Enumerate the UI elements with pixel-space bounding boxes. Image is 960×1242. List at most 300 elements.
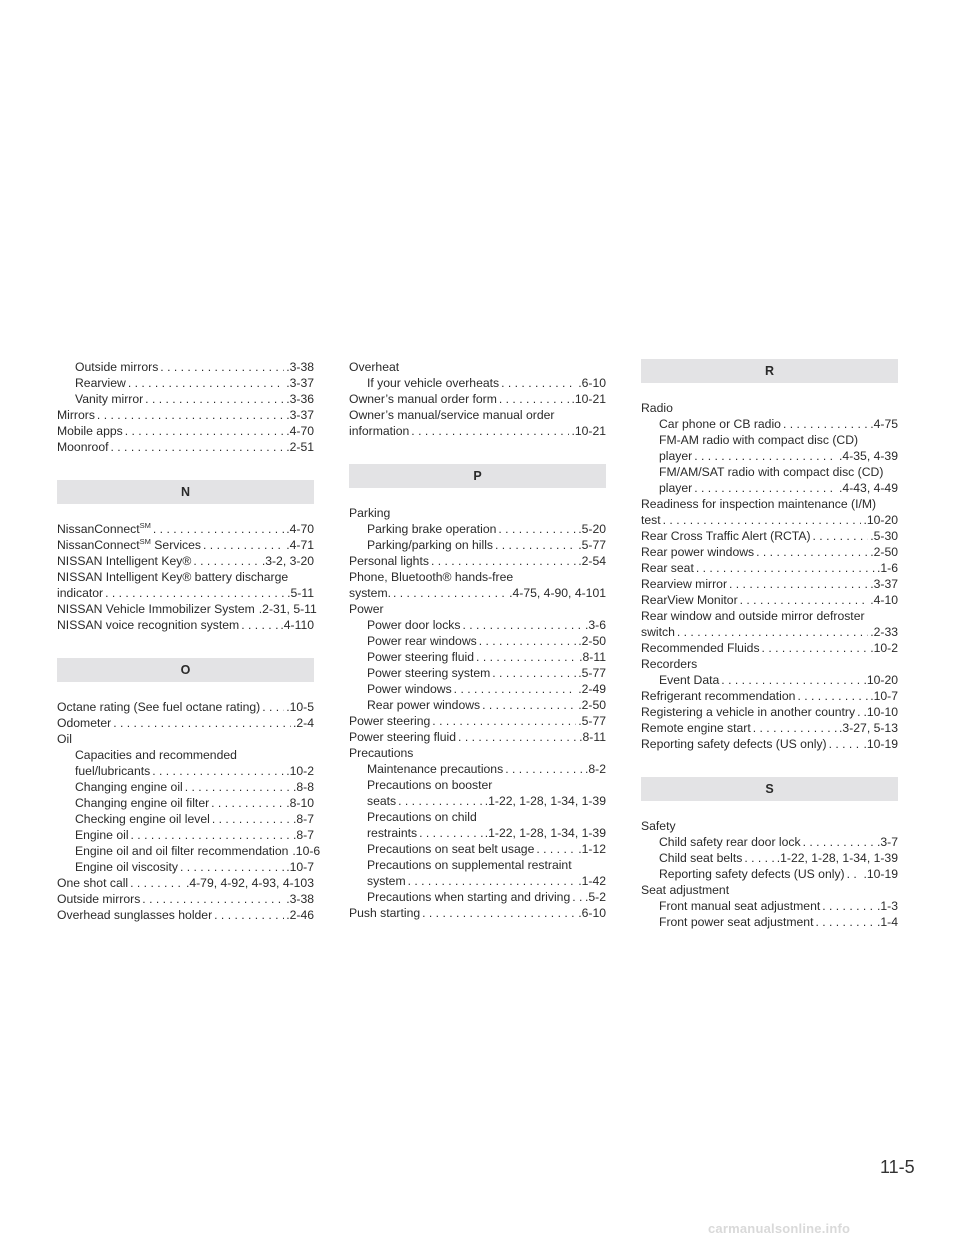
- leader-dots: [696, 560, 875, 576]
- leader-dots: [131, 827, 291, 843]
- index-entry: [641, 512, 898, 528]
- page-reference: .1-4: [876, 915, 898, 929]
- index-entry-text: [367, 375, 499, 391]
- index-entry: [349, 729, 606, 745]
- entry-label: Registering a vehicle in another country: [641, 705, 856, 719]
- index-entry: [349, 391, 606, 407]
- leader-dots: [408, 873, 577, 889]
- page-reference: .3-36: [286, 392, 314, 406]
- entry-label: NISSAN Vehicle Immobilizer System: [57, 602, 255, 616]
- index-entry: [349, 585, 606, 601]
- index-entry: [57, 601, 317, 617]
- index-entry: [641, 528, 898, 544]
- entry-label: Rearview mirror: [641, 577, 727, 591]
- entry-label: system: [367, 874, 406, 888]
- leader-dots: [212, 811, 291, 827]
- page-reference: .3-38: [286, 892, 314, 906]
- index-entry: [349, 553, 606, 569]
- index-entry-text: [349, 713, 430, 729]
- index-entry-text: [75, 811, 210, 827]
- leader-dots: [813, 528, 869, 544]
- index-entry: [349, 633, 606, 649]
- section-heading: S: [641, 777, 898, 801]
- index-entry: [57, 391, 314, 407]
- entry-label: Octane rating (See fuel octane rating): [57, 700, 261, 714]
- page-reference: .2-54: [578, 554, 606, 568]
- leader-dots: [241, 617, 278, 633]
- page-reference: .2-50: [578, 634, 606, 648]
- entry-label: One shot call: [57, 876, 129, 890]
- entry-label: Outside mirrors: [57, 892, 141, 906]
- page-reference: .1-6: [876, 561, 898, 575]
- entry-label: Moonroof: [57, 440, 109, 454]
- leader-dots: [125, 423, 285, 439]
- page-reference: .8-7: [292, 812, 314, 826]
- page-reference: .8-11: [579, 730, 606, 744]
- index-entry-text: [659, 898, 820, 914]
- leader-dots: [454, 681, 577, 697]
- entry-label: NISSAN Intelligent Key®: [57, 554, 192, 568]
- page-reference: .1-42: [578, 874, 606, 888]
- leader-dots: [498, 521, 576, 537]
- leader-dots: [432, 713, 576, 729]
- leader-dots: [492, 665, 576, 681]
- entry-label: Outside mirrors: [75, 360, 159, 374]
- entry-label: information: [349, 424, 410, 438]
- index-entry-text: [641, 720, 751, 736]
- leader-dots: [857, 704, 861, 720]
- page-reference: .4-70: [286, 424, 314, 438]
- index-column-2: [349, 359, 606, 921]
- index-entry-text: [57, 875, 128, 891]
- leader-dots: [203, 537, 284, 553]
- leader-dots: [677, 624, 868, 640]
- index-entry-text: [641, 640, 760, 656]
- leader-dots: [97, 407, 284, 423]
- page-reference: .4-71: [286, 538, 314, 552]
- entry-label: Checking engine oil level: [75, 812, 210, 826]
- index-entry-text: [367, 793, 396, 809]
- index-entry: [57, 553, 314, 569]
- index-entry-line: Seat adjustment: [641, 883, 730, 897]
- index-entry-text: [367, 633, 477, 649]
- entry-label: Child safety rear door lock: [659, 835, 801, 849]
- page-reference: .10-6: [292, 844, 321, 858]
- page-reference: .10-5: [286, 700, 314, 714]
- index-entry-text: [659, 480, 692, 496]
- entry-label: NissanConnect: [57, 522, 140, 536]
- entry-label: Parking brake operation: [367, 522, 497, 536]
- leader-dots: [663, 512, 862, 528]
- entry-label: Child seat belts: [659, 851, 743, 865]
- index-entry-text: [57, 423, 123, 439]
- leader-dots: [422, 905, 576, 921]
- index-entry: [57, 763, 314, 779]
- entry-label: switch: [641, 625, 675, 639]
- section-heading: R: [641, 359, 898, 383]
- index-entry: [57, 699, 314, 715]
- leader-dots: [142, 891, 284, 907]
- service-mark: SM: [139, 537, 151, 546]
- index-entry: [349, 521, 606, 537]
- index-entry: [57, 617, 314, 633]
- index-entry-line: Power: [349, 602, 384, 616]
- page-reference: .2-49: [578, 682, 606, 696]
- page-reference: .3-6: [584, 618, 606, 632]
- page-reference: .1-3: [876, 899, 898, 913]
- page-reference: .10-19: [863, 867, 898, 881]
- entry-label: Precautions on seat belt usage: [367, 842, 535, 856]
- leader-dots: [694, 480, 837, 496]
- index-entry: [641, 624, 898, 640]
- leader-dots: [847, 866, 862, 882]
- entry-label: indicator: [57, 586, 104, 600]
- index-entry-text: [75, 763, 150, 779]
- index-entry: [641, 592, 898, 608]
- section-heading: N: [57, 480, 314, 504]
- index-entry-text: [641, 544, 754, 560]
- leader-dots: [262, 699, 284, 715]
- index-entry-line: Precautions on booster: [367, 778, 493, 792]
- index-entry: [57, 907, 314, 923]
- leader-dots: [111, 439, 285, 455]
- index-entry-text: [641, 592, 738, 608]
- leader-dots: [128, 375, 284, 391]
- entry-label: system.: [349, 586, 391, 600]
- index-entry-line: FM-AM radio with compact disc (CD): [659, 433, 859, 447]
- index-entry-line: Phone, Bluetooth® hands-free: [349, 570, 514, 584]
- index-entry-line: Safety: [641, 819, 676, 833]
- index-entry-text: [57, 407, 95, 423]
- leader-dots: [572, 889, 583, 905]
- entry-label: Engine oil and oil filter recommendation: [75, 844, 289, 858]
- page-reference: .10-20: [863, 673, 898, 687]
- index-entry: [349, 617, 606, 633]
- index-entry: [349, 681, 606, 697]
- leader-dots: [393, 585, 507, 601]
- leader-dots: [744, 850, 774, 866]
- index-entry-line: Precautions on supplemental restraint: [367, 858, 572, 872]
- index-entry-text: [659, 672, 719, 688]
- entry-label: Front manual seat adjustment: [659, 899, 821, 913]
- entry-label: Personal lights: [349, 554, 429, 568]
- page-reference: .4-35, 4-39: [839, 449, 898, 463]
- page-reference: .5-2: [584, 890, 606, 904]
- section-heading: O: [57, 658, 314, 682]
- leader-dots: [113, 715, 291, 731]
- index-entry-text: [659, 416, 781, 432]
- leader-dots: [479, 633, 576, 649]
- entry-label: Maintenance precautions: [367, 762, 504, 776]
- index-entry-text: [349, 729, 456, 745]
- index-entry-text: [367, 761, 503, 777]
- index-entry-text: [659, 834, 801, 850]
- page-reference: .5-30: [870, 529, 898, 543]
- index-entry-text: [349, 905, 420, 921]
- leader-dots: [193, 553, 260, 569]
- leader-dots: [721, 672, 861, 688]
- index-entry-text: [349, 553, 429, 569]
- index-entry: [641, 576, 898, 592]
- index-entry-text: [659, 448, 692, 464]
- index-entry-text: [367, 889, 570, 905]
- index-entry: [349, 793, 606, 809]
- entry-label: Engine oil viscosity: [75, 860, 178, 874]
- page-reference: .1-22, 1-28, 1-34, 1-39: [776, 851, 898, 865]
- entry-label: restraints: [367, 826, 418, 840]
- leader-dots: [419, 825, 483, 841]
- index-entry: [57, 407, 314, 423]
- entry-label: Car phone or CB radio: [659, 417, 781, 431]
- page-reference: .4-70: [286, 522, 314, 536]
- index-entry-text: [641, 736, 827, 752]
- index-entry-line: NISSAN Intelligent Key® battery discharge: [57, 570, 289, 584]
- leader-dots: [145, 391, 284, 407]
- index-entry-line: Owner’s manual/service manual order: [349, 408, 555, 422]
- entry-label: Front power seat adjustment: [659, 915, 814, 929]
- leader-dots: [180, 859, 284, 875]
- entry-label: Changing engine oil filter: [75, 796, 210, 810]
- page-reference: .1-12: [578, 842, 606, 856]
- index-entry-text: [349, 391, 497, 407]
- index-entry-line: Radio: [641, 401, 673, 415]
- leader-dots: [729, 576, 868, 592]
- leader-dots: [160, 359, 284, 375]
- index-entry-text: [75, 779, 183, 795]
- page-reference: .8-2: [584, 762, 606, 776]
- entry-label: Power steering: [349, 714, 431, 728]
- index-entry-text: [75, 359, 158, 375]
- index-entry-text: [641, 512, 661, 528]
- index-entry: [641, 448, 898, 464]
- index-entry-text: [641, 704, 855, 720]
- index-entry: [641, 640, 898, 656]
- page-reference: .4-110: [280, 618, 314, 632]
- page-reference: .10-20: [863, 513, 898, 527]
- page-reference: .2-50: [870, 545, 898, 559]
- index-entry: [641, 672, 898, 688]
- index-entry-text: [367, 841, 534, 857]
- index-entry: [641, 416, 898, 432]
- leader-dots: [495, 537, 576, 553]
- index-entry-text: [75, 827, 129, 843]
- index-entry-text: [57, 699, 260, 715]
- index-entry-text: [641, 688, 795, 704]
- page-reference: .1-22, 1-28, 1-34, 1-39: [484, 826, 606, 840]
- index-entry-text: [659, 850, 742, 866]
- entry-label-suffix: Services: [150, 538, 202, 552]
- index-entry-text: [367, 649, 474, 665]
- index-entry: [349, 423, 606, 439]
- entry-label: Power rear windows: [367, 634, 477, 648]
- leader-dots: [815, 914, 875, 930]
- index-entry: [641, 480, 898, 496]
- page-reference: .4-10: [870, 593, 898, 607]
- index-entry: [57, 359, 314, 375]
- leader-dots: [152, 763, 284, 779]
- page-reference: .3-7: [876, 835, 898, 849]
- index-entry: [349, 873, 606, 889]
- page-reference: .2-33: [870, 625, 898, 639]
- index-entry: [641, 560, 898, 576]
- index-entry: [641, 834, 898, 850]
- leader-dots: [536, 841, 576, 857]
- leader-dots: [411, 423, 569, 439]
- page-reference: .2-4: [292, 716, 314, 730]
- page-reference: .10-21: [571, 392, 606, 406]
- entry-label: Reporting safety defects (US only): [659, 867, 845, 881]
- index-entry-text: [367, 537, 493, 553]
- index-entry: [641, 850, 898, 866]
- entry-label: Rear power windows: [367, 698, 481, 712]
- leader-dots: [214, 907, 284, 923]
- leader-dots: [185, 779, 291, 795]
- index-entry-text: [367, 617, 460, 633]
- index-entry: [349, 665, 606, 681]
- page-reference: .5-11: [287, 586, 314, 600]
- index-entry-text: [659, 914, 813, 930]
- page-reference: .10-10: [863, 705, 898, 719]
- index-entry: [641, 720, 898, 736]
- page-reference: .1-22, 1-28, 1-34, 1-39: [484, 794, 606, 808]
- page-reference: .2-50: [578, 698, 606, 712]
- entry-label: Mobile apps: [57, 424, 123, 438]
- page-reference: .10-2: [870, 641, 898, 655]
- page-reference: .10-7: [286, 860, 314, 874]
- page-reference: .10-21: [571, 424, 606, 438]
- entry-label: fuel/lubricants: [75, 764, 151, 778]
- entry-label: NISSAN voice recognition system: [57, 618, 240, 632]
- index-entry: [641, 866, 898, 882]
- entry-label: Rearview: [75, 376, 126, 390]
- entry-label: Recommended Fluids: [641, 641, 760, 655]
- entry-label: Mirrors: [57, 408, 95, 422]
- index-entry: [57, 795, 314, 811]
- index-entry-line: Overheat: [349, 360, 400, 374]
- index-entry-text: [57, 907, 212, 923]
- section-heading: P: [349, 464, 606, 488]
- page-reference: .10-7: [870, 689, 898, 703]
- index-entry-text: [641, 576, 727, 592]
- index-entry: [57, 859, 314, 875]
- leader-dots: [130, 875, 184, 891]
- index-entry-text: [57, 553, 191, 569]
- index-entry: [641, 688, 898, 704]
- entry-label: Remote engine start: [641, 721, 751, 735]
- page-reference: .3-37: [286, 408, 314, 422]
- index-entry: [57, 521, 314, 537]
- index-entry-text: [349, 423, 409, 439]
- leader-dots: [211, 795, 284, 811]
- index-entry-text: [349, 585, 391, 601]
- entry-label: Owner’s manual order form: [349, 392, 497, 406]
- index-entry: [641, 704, 898, 720]
- index-entry: [349, 761, 606, 777]
- index-entry-text: [75, 795, 209, 811]
- entry-label: Parking/parking on hills: [367, 538, 494, 552]
- index-entry: [349, 649, 606, 665]
- index-entry: [349, 905, 606, 921]
- leader-dots: [499, 391, 570, 407]
- page-reference: .2-31, 5-11: [258, 602, 317, 616]
- index-entry: [57, 827, 314, 843]
- index-entry-text: [57, 601, 255, 617]
- entry-label: Changing engine oil: [75, 780, 183, 794]
- entry-label: Power steering fluid: [349, 730, 457, 744]
- index-entry-text: [641, 528, 811, 544]
- entry-label: player: [659, 481, 693, 495]
- index-entry-line: Parking: [349, 506, 391, 520]
- page-reference: .3-37: [870, 577, 898, 591]
- index-entry: [57, 585, 314, 601]
- page-reference: .5-77: [578, 666, 606, 680]
- index-entry-text: [57, 537, 201, 553]
- index-entry-text: [367, 873, 406, 889]
- index-entry-text: [641, 624, 675, 640]
- entry-label: RearView Monitor: [641, 593, 738, 607]
- index-entry-text: [367, 665, 490, 681]
- leader-dots: [822, 898, 875, 914]
- entry-label: Power steering system: [367, 666, 491, 680]
- index-column-3: [641, 359, 898, 930]
- page-reference: .3-37: [286, 376, 314, 390]
- page-reference: .4-79, 4-92, 4-93, 4-103: [185, 876, 314, 890]
- page-reference: .6-10: [578, 376, 606, 390]
- page-reference: .10-19: [863, 737, 898, 751]
- page-reference: .6-10: [578, 906, 606, 920]
- leader-dots: [797, 688, 868, 704]
- entry-label: Power steering fluid: [367, 650, 475, 664]
- entry-label: Refrigerant recommendation: [641, 689, 796, 703]
- index-entry-text: [641, 560, 694, 576]
- leader-dots: [431, 553, 576, 569]
- leader-dots: [740, 592, 869, 608]
- page-reference: .8-11: [579, 650, 606, 664]
- page-reference: .4-75: [870, 417, 898, 431]
- index-entry-text: [367, 681, 452, 697]
- index-entry-text: [75, 375, 126, 391]
- index-entry: [641, 544, 898, 560]
- service-mark: SM: [139, 521, 151, 530]
- page-reference: .10-2: [286, 764, 314, 778]
- index-entry: [349, 697, 606, 713]
- index-entry-line: Oil: [57, 732, 72, 746]
- index-entry: [57, 439, 314, 455]
- watermark: carmanualsonline.info: [708, 1221, 851, 1236]
- index-entry-line: Rear window and outside mirror defroster: [641, 609, 865, 623]
- index-entry-text: [75, 859, 178, 875]
- page-reference: .8-7: [292, 828, 314, 842]
- index-entry-text: [57, 585, 103, 601]
- index-entry-text: [367, 697, 480, 713]
- page-reference: .4-75, 4-90, 4-101: [509, 586, 606, 600]
- leader-dots: [105, 585, 285, 601]
- entry-label: Reporting safety defects (US only): [641, 737, 827, 751]
- entry-label: Push starting: [349, 906, 421, 920]
- page-reference: .5-77: [578, 714, 606, 728]
- page-reference: .5-77: [578, 538, 606, 552]
- leader-dots: [153, 521, 284, 537]
- index-entry-line: FM/AM/SAT radio with compact disc (CD): [659, 465, 884, 479]
- leader-dots: [476, 649, 577, 665]
- index-entry-text: [57, 439, 109, 455]
- page-reference: .2-46: [286, 908, 314, 922]
- index-entry: [57, 811, 314, 827]
- index-entry: [57, 375, 314, 391]
- index-entry: [349, 841, 606, 857]
- entry-label: NissanConnect: [57, 538, 140, 552]
- index-entry-text: [75, 391, 143, 407]
